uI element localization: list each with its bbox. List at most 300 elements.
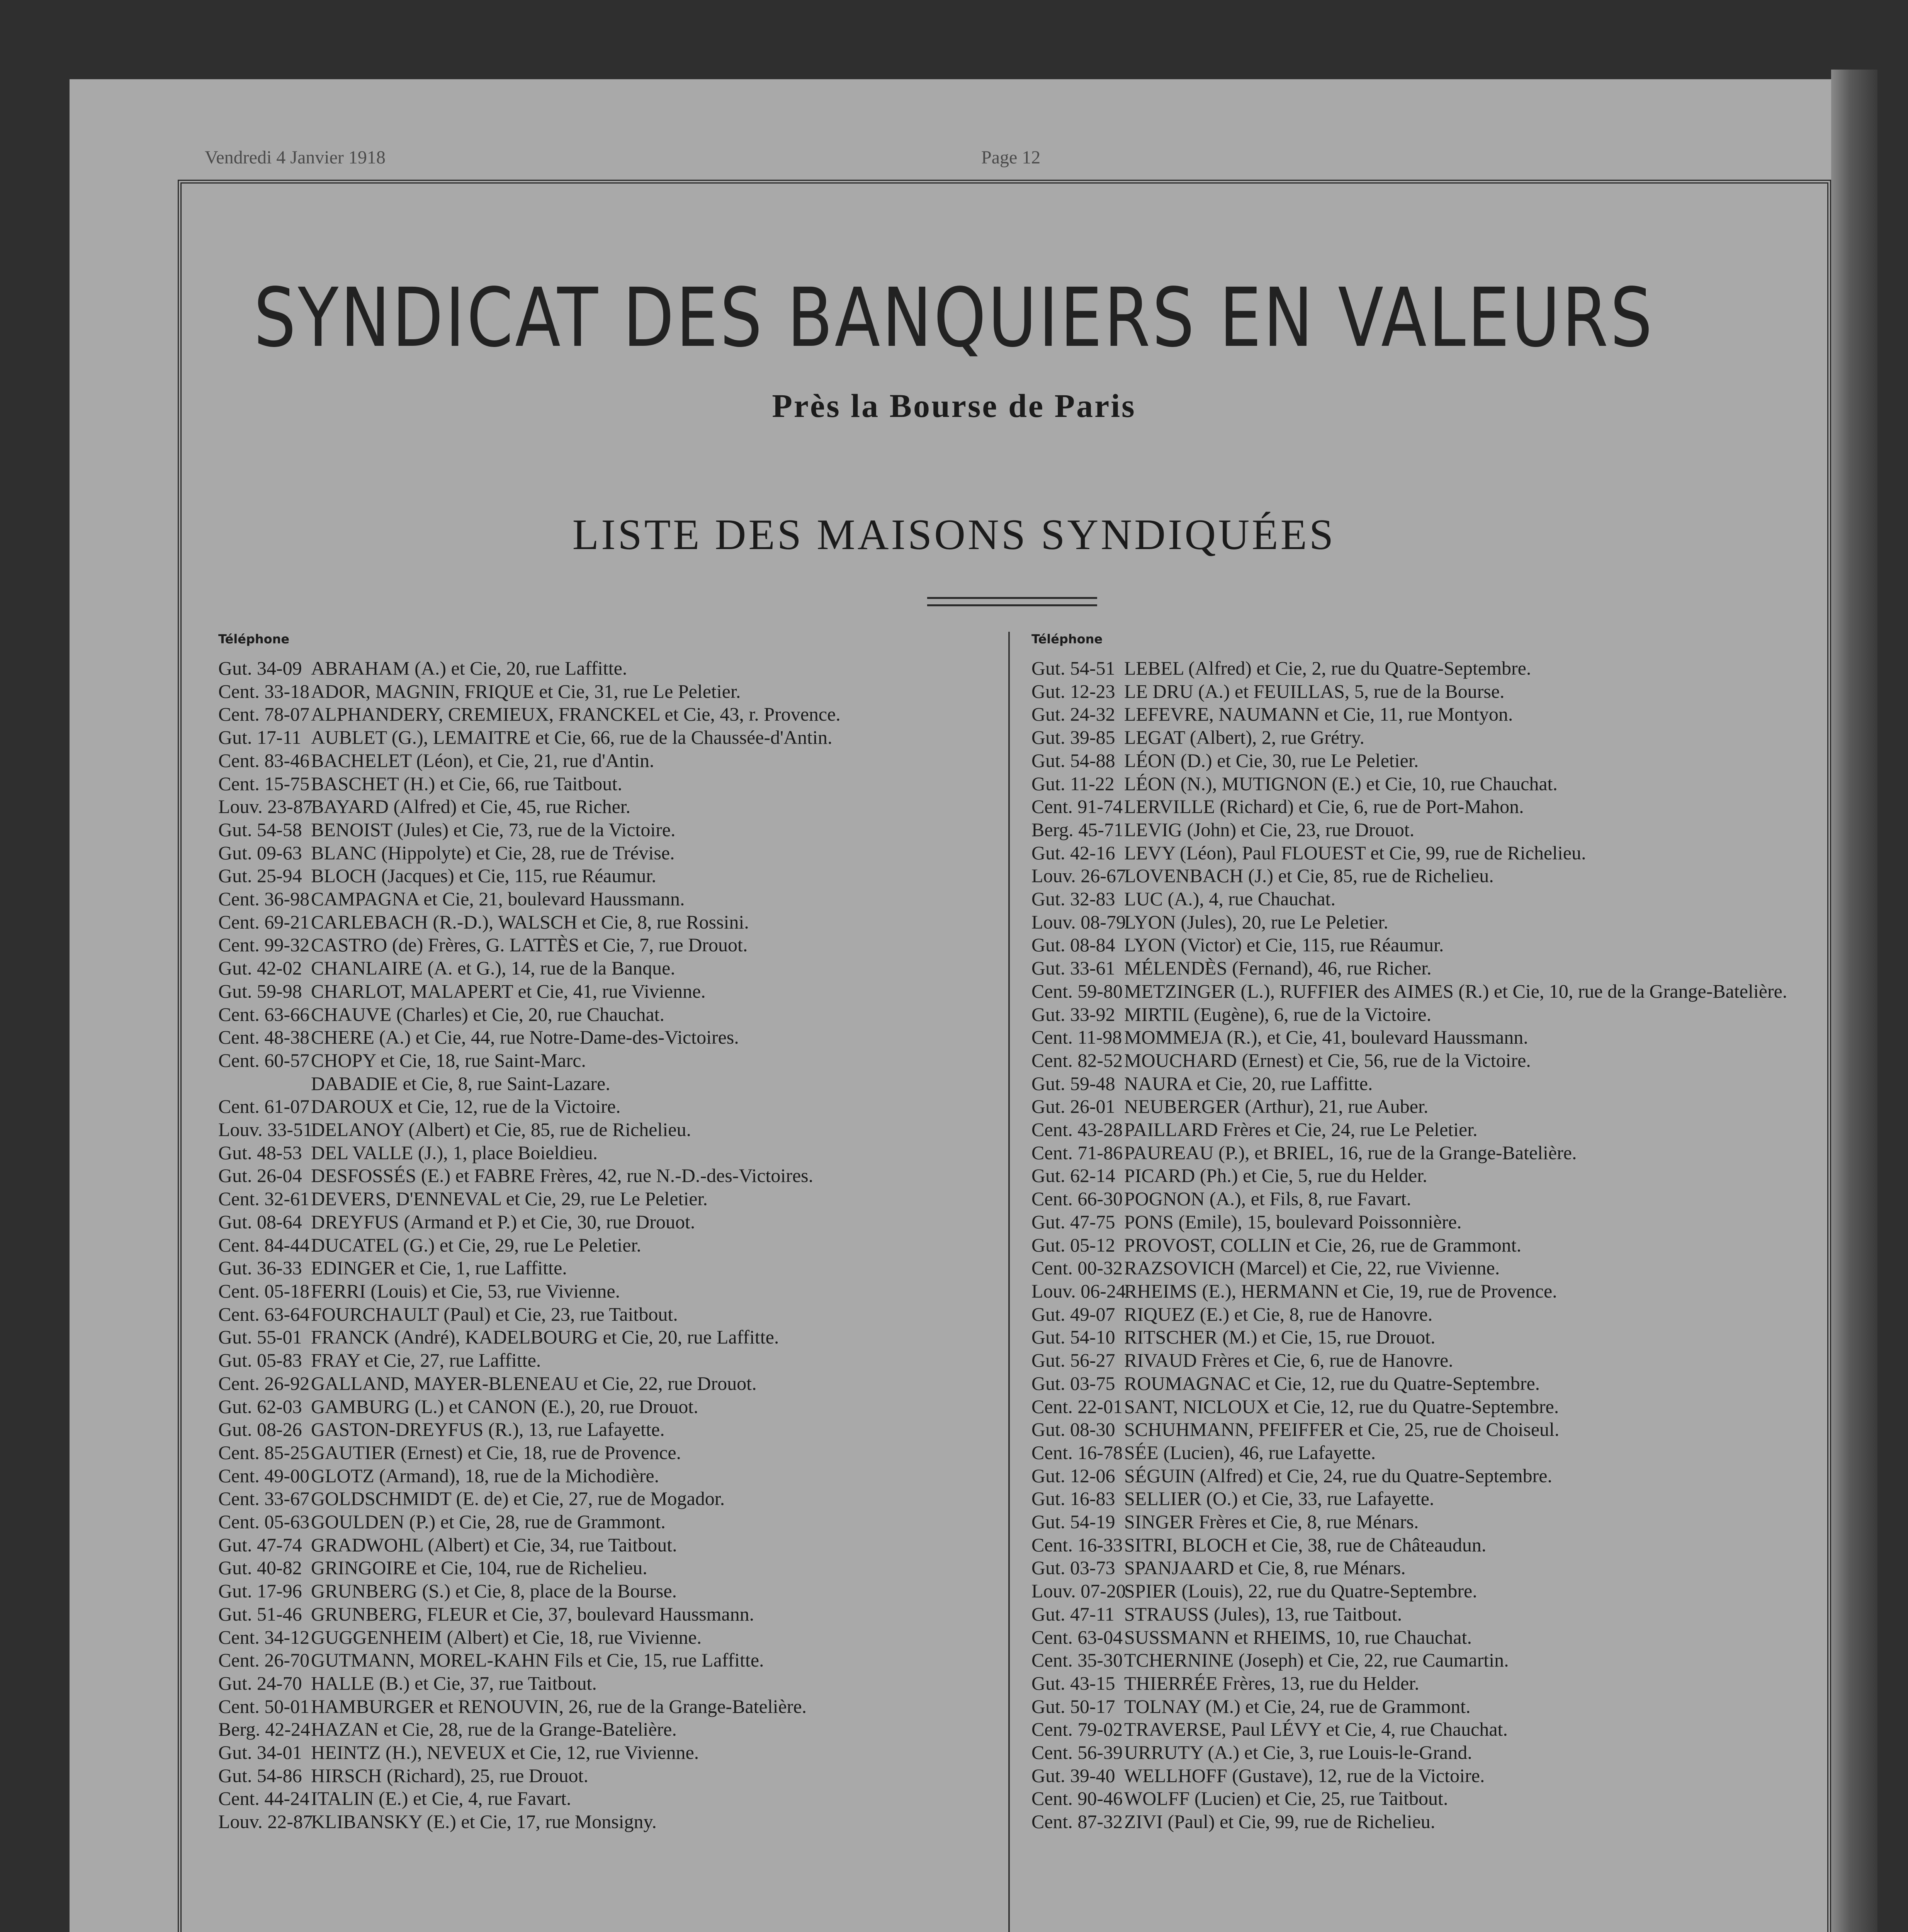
member-entry [1031,1349,1787,1372]
telephone-exchange: Cent. 63-64 [218,1303,310,1325]
telephone-exchange: Louv. 33-51 [218,1119,313,1141]
member-name-address: TRAVERSE, Paul LÉVY et Cie, 4, rue Chauchat. [1124,1718,1508,1740]
member-entry [218,772,841,796]
member-name-address: GLOTZ (Armand), 18, rue de la Michodière. [311,1464,659,1486]
telephone-exchange: Cent. 33-67 [218,1488,310,1510]
telephone-exchange: Gut. 54-51 [1031,657,1115,679]
member-name-address: SANT, NICLOUX et Cie, 12, rue du Quatre-Septembre. [1124,1395,1559,1417]
telephone-exchange: Gut. 39-40 [1031,1764,1115,1786]
member-entry [218,795,841,818]
telephone-exchange: Cent. 99-32 [218,934,310,956]
telephone-exchange: Cent. 05-18 [218,1280,310,1302]
telephone-exchange: Gut. 08-64 [218,1211,302,1233]
telephone-exchange: Gut. 51-46 [218,1603,302,1625]
right-column-list [1031,657,1787,1833]
member-entry [1031,1603,1787,1626]
member-name-address: CHERE (A.) et Cie, 44, rue Notre-Dame-des-Victoires. [311,1026,739,1048]
member-name-address: GRADWOHL (Albert) et Cie, 34, rue Taitbout. [311,1534,677,1556]
telephone-exchange: Louv. 06-24 [1031,1280,1126,1302]
telephone-exchange: Cent. 33-18 [218,680,310,702]
telephone-exchange: Louv. 22-87 [218,1811,313,1833]
member-entry [218,1441,841,1464]
member-name-address: BACHELET (Léon), et Cie, 21, rue d'Antin. [311,749,654,771]
telephone-exchange: Gut. 40-82 [218,1557,302,1579]
telephone-exchange: Cent. 16-78 [1031,1441,1123,1463]
member-entry [1031,657,1787,680]
member-name-address: BAYARD (Alfred) et Cie, 45, rue Richer. [311,796,631,818]
member-entry [218,1003,841,1026]
member-name-address: CHANLAIRE (A. et G.), 14, rue de la Banque. [311,957,675,979]
member-entry [1031,1718,1787,1741]
member-entry [1031,911,1787,934]
telephone-exchange: Gut. 08-30 [1031,1418,1115,1440]
member-name-address: MIRTIL (Eugène), 6, rue de la Victoire. [1124,1003,1432,1025]
member-entry [1031,1003,1787,1026]
member-name-address: ABRAHAM (A.) et Cie, 20, rue Laffitte. [311,657,627,679]
telephone-exchange: Gut. 54-88 [1031,749,1115,771]
telephone-exchange: Cent. 87-32 [1031,1811,1123,1833]
telephone-exchange: Cent. 44-24 [218,1787,310,1810]
member-name-address: LEFEVRE, NAUMANN et Cie, 11, rue Montyon. [1124,703,1513,725]
telephone-exchange: Gut. 36-33 [218,1257,302,1279]
member-entry [1031,1580,1787,1603]
member-name-address: BASCHET (H.) et Cie, 66, rue Taitbout. [311,772,622,794]
member-name-address: CHOPY et Cie, 18, rue Saint-Marc. [311,1049,586,1071]
member-entry [218,1787,841,1810]
page-number: Page 12 [981,147,1041,168]
member-entry [218,911,841,934]
member-name-address: LYON (Jules), 20, rue Le Peletier. [1124,911,1388,933]
member-name-address: RIVAUD Frères et Cie, 6, rue de Hanovre. [1124,1349,1453,1371]
member-entry [218,864,841,888]
member-name-address: PAUREAU (P.), et BRIEL, 16, rue de la Grange-Batelière. [1124,1141,1577,1163]
member-entry [1031,1234,1787,1257]
member-entry [1031,703,1787,726]
telephone-exchange: Cent. 35-30 [1031,1649,1123,1671]
telephone-exchange: Cent. 63-04 [1031,1626,1123,1648]
member-name-address: FRAY et Cie, 27, rue Laffitte. [311,1349,541,1371]
member-name-address: FRANCK (André), KADELBOURG et Cie, 20, rue Laffitte. [311,1326,779,1348]
member-entry [218,1164,841,1187]
member-name-address: SINGER Frères et Cie, 8, rue Ménars. [1124,1511,1419,1533]
member-entry [218,1072,841,1095]
member-entry [218,1280,841,1303]
telephone-exchange: Louv. 26-67 [1031,865,1126,887]
running-date: Vendredi 4 Janvier 1918 [205,147,386,168]
member-name-address: LEGAT (Albert), 2, rue Grétry. [1124,726,1365,748]
member-name-address: FERRI (Louis) et Cie, 53, rue Vivienne. [311,1280,620,1302]
telephone-exchange: Gut. 17-11 [218,726,301,748]
telephone-exchange: Cent. 56-39 [1031,1742,1123,1764]
member-entry [218,1026,841,1049]
member-entry [218,1303,841,1326]
telephone-exchange: Cent. 00-32 [1031,1257,1123,1279]
member-name-address: DESFOSSÉS (E.) et FABRE Frères, 42, rue N.-D.-des-Victoires. [311,1165,814,1187]
member-entry [218,1257,841,1280]
member-name-address: LERVILLE (Richard) et Cie, 6, rue de Port-Mahon. [1124,796,1524,818]
member-name-address: URRUTY (A.) et Cie, 3, rue Louis-le-Grand. [1124,1742,1472,1764]
member-name-address: GAMBURG (L.) et CANON (E.), 20, rue Drouot. [311,1395,698,1417]
member-name-address: SCHUHMANN, PFEIFFER et Cie, 25, rue de Choiseul. [1124,1418,1560,1440]
member-name-address: GUGGENHEIM (Albert) et Cie, 18, rue Vivienne. [311,1626,702,1648]
member-name-address: KLIBANSKY (E.) et Cie, 17, rue Monsigny. [311,1811,657,1833]
member-name-address: ROUMAGNAC et Cie, 12, rue du Quatre-Septembre. [1124,1372,1540,1394]
member-name-address: TOLNAY (M.) et Cie, 24, rue de Grammont. [1124,1695,1471,1717]
telephone-exchange: Gut. 55-01 [218,1326,302,1348]
member-entry [218,1603,841,1626]
member-name-address: LEVY (Léon), Paul FLOUEST et Cie, 99, rue de Richelieu. [1124,842,1586,864]
member-entry [218,1810,841,1833]
member-entry [1031,1649,1787,1672]
member-entry [1031,1764,1787,1787]
telephone-exchange: Louv. 23-87 [218,796,313,818]
member-entry [218,818,841,842]
member-name-address: POGNON (A.), et Fils, 8, rue Favart. [1124,1188,1411,1210]
member-name-address: WOLFF (Lucien) et Cie, 25, rue Taitbout. [1124,1787,1448,1810]
member-name-address: DUCATEL (G.) et Cie, 29, rue Le Peletier. [311,1234,641,1256]
member-entry [1031,1534,1787,1557]
telephone-exchange: Cent. 22-01 [1031,1395,1123,1417]
member-name-address: CHARLOT, MALAPERT et Cie, 41, rue Vivienne. [311,980,706,1002]
member-entry [218,726,841,749]
telephone-exchange: Gut. 42-02 [218,957,302,979]
member-name-address: GRUNBERG (S.) et Cie, 8, place de la Bourse. [311,1580,677,1602]
member-entry [218,1556,841,1580]
telephone-exchange: Gut. 47-74 [218,1534,302,1556]
member-name-address: BLANC (Hippolyte) et Cie, 28, rue de Trévise. [311,842,675,864]
telephone-exchange: Cent. 05-63 [218,1511,310,1533]
adjacent-page-edge [1831,70,1877,1932]
member-entry [218,888,841,911]
telephone-exchange: Cent. 90-46 [1031,1787,1123,1810]
member-entry [218,1395,841,1418]
member-entry [1031,749,1787,772]
telephone-exchange: Gut. 24-70 [218,1672,302,1694]
member-entry [1031,934,1787,957]
telephone-exchange: Louv. 07-20 [1031,1580,1126,1602]
member-entry [1031,980,1787,1003]
telephone-exchange: Cent. 26-92 [218,1372,310,1394]
member-name-address: SITRI, BLOCH et Cie, 38, rue de Châteaudun. [1124,1534,1487,1556]
telephone-exchange: Gut. 34-01 [218,1742,302,1764]
telephone-exchange: Gut. 08-84 [1031,934,1115,956]
member-name-address: DREYFUS (Armand et P.) et Cie, 30, rue Drouot. [311,1211,695,1233]
left-column-list [218,657,841,1833]
member-entry [218,1118,841,1141]
member-name-address: LEBEL (Alfred) et Cie, 2, rue du Quatre-Septembre. [1124,657,1531,679]
telephone-exchange: Gut. 54-10 [1031,1326,1115,1348]
member-entry [218,749,841,772]
member-name-address: ALPHANDERY, CREMIEUX, FRANCKEL et Cie, 43, r. Provence. [311,703,841,725]
member-entry [218,703,841,726]
list-title: LISTE DES MAISONS SYNDIQUÉES [572,511,1336,559]
member-name-address: CARLEBACH (R.-D.), WALSCH et Cie, 8, rue Rossini. [311,911,749,933]
member-name-address: THIERRÉE Frères, 13, rue du Helder. [1124,1672,1419,1694]
telephone-exchange: Gut. 47-11 [1031,1603,1115,1625]
telephone-exchange: Cent. 32-61 [218,1188,310,1210]
member-name-address: RHEIMS (E.), HERMANN et Cie, 19, rue de Provence. [1124,1280,1557,1302]
member-entry [218,1626,841,1649]
member-entry [218,1487,841,1510]
telephone-exchange: Cent. 16-33 [1031,1534,1123,1556]
member-name-address: MOUCHARD (Ernest) et Cie, 56, rue de la Victoire. [1124,1049,1531,1071]
member-entry [1031,1026,1787,1049]
telephone-exchange: Gut. 12-06 [1031,1464,1115,1486]
member-entry [218,1187,841,1211]
telephone-exchange: Gut. 59-48 [1031,1072,1115,1094]
telephone-exchange: Gut. 16-83 [1031,1488,1115,1510]
column-header-left: Téléphone [218,632,290,646]
telephone-exchange: Gut. 54-19 [1031,1511,1115,1533]
title-rule [927,597,1097,606]
telephone-exchange: Gut. 47-75 [1031,1211,1115,1233]
member-entry [1031,680,1787,703]
telephone-exchange: Cent. 43-28 [1031,1119,1123,1141]
member-entry [1031,1395,1787,1418]
telephone-exchange: Gut. 11-22 [1031,772,1115,794]
member-entry [1031,1441,1787,1464]
member-name-address: HALLE (B.) et Cie, 37, rue Taitbout. [311,1672,597,1694]
telephone-exchange: Gut. 25-94 [218,865,302,887]
member-entry [1031,1303,1787,1326]
telephone-exchange: Gut. 03-75 [1031,1372,1115,1394]
telephone-exchange: Cent. 59-80 [1031,980,1123,1002]
telephone-exchange: Cent. 79-02 [1031,1718,1123,1740]
member-name-address: PICARD (Ph.) et Cie, 5, rue du Helder. [1124,1165,1427,1187]
member-entry [1031,1787,1787,1810]
telephone-exchange: Cent. 36-98 [218,888,310,910]
member-name-address: FOURCHAULT (Paul) et Cie, 23, rue Taitbout. [311,1303,678,1325]
member-entry [218,1349,841,1372]
member-entry [218,934,841,957]
telephone-exchange: Gut. 33-92 [1031,1003,1115,1025]
telephone-exchange: Cent. 63-66 [218,1003,310,1025]
telephone-exchange: Gut. 08-26 [218,1418,302,1440]
member-entry [1031,1095,1787,1118]
telephone-exchange: Cent. 82-52 [1031,1049,1123,1071]
telephone-exchange: Cent. 83-46 [218,749,310,771]
member-name-address: HAMBURGER et RENOUVIN, 26, rue de la Grange-Batelière. [311,1695,807,1717]
member-name-address: GASTON-DREYFUS (R.), 13, rue Lafayette. [311,1418,665,1440]
member-name-address: LUC (A.), 4, rue Chauchat. [1124,888,1336,910]
member-name-address: AUBLET (G.), LEMAITRE et Cie, 66, rue de la Chaussée-d'Antin. [311,726,833,748]
member-name-address: HAZAN et Cie, 28, rue de la Grange-Batelière. [311,1718,677,1740]
telephone-exchange: Berg. 42-24 [218,1718,310,1740]
member-name-address: EDINGER et Cie, 1, rue Laffitte. [311,1257,567,1279]
member-name-address: GAUTIER (Ernest) et Cie, 18, rue de Provence. [311,1441,681,1463]
member-entry [1031,1695,1787,1718]
member-name-address: LYON (Victor) et Cie, 115, rue Réaumur. [1124,934,1444,956]
member-name-address: SPANJAARD et Cie, 8, rue Ménars. [1124,1557,1406,1579]
member-entry [1031,1211,1787,1234]
member-name-address: DABADIE et Cie, 8, rue Saint-Lazare. [311,1072,610,1094]
member-name-address: TCHERNINE (Joseph) et Cie, 22, rue Caumartin. [1124,1649,1509,1671]
telephone-exchange: Gut. 42-16 [1031,842,1115,864]
member-name-address: GALLAND, MAYER-BLENEAU et Cie, 22, rue Drouot. [311,1372,757,1394]
telephone-exchange: Gut. 62-03 [218,1395,302,1417]
telephone-exchange: Gut. 05-83 [218,1349,302,1371]
member-entry [1031,1626,1787,1649]
member-entry [218,1418,841,1441]
member-entry [1031,1072,1787,1095]
member-entry [1031,795,1787,818]
subtitle: Près la Bourse de Paris [772,387,1136,424]
member-name-address: LE DRU (A.) et FEUILLAS, 5, rue de la Bourse. [1124,680,1505,702]
telephone-exchange: Gut. 17-96 [218,1580,302,1602]
member-entry [1031,1464,1787,1488]
member-entry [218,1049,841,1072]
member-name-address: MOMMEJA (R.), et Cie, 41, boulevard Haussmann. [1124,1026,1528,1048]
member-entry [218,1764,841,1787]
member-entry [1031,1118,1787,1141]
telephone-exchange: Gut. 43-15 [1031,1672,1115,1694]
member-entry [1031,1372,1787,1395]
member-name-address: RIQUEZ (E.) et Cie, 8, rue de Hanovre. [1124,1303,1433,1325]
telephone-exchange: Cent. 60-57 [218,1049,310,1071]
telephone-exchange: Cent. 84-44 [218,1234,310,1256]
telephone-exchange: Cent. 49-00 [218,1464,310,1486]
member-entry [218,1580,841,1603]
member-entry [218,1718,841,1741]
member-name-address: LEVIG (John) et Cie, 23, rue Drouot. [1124,818,1415,840]
telephone-exchange: Gut. 03-73 [1031,1557,1115,1579]
member-entry [218,657,841,680]
member-entry [218,680,841,703]
telephone-exchange: Gut. 48-53 [218,1141,302,1163]
telephone-exchange: Gut. 12-23 [1031,680,1115,702]
column-divider [1008,632,1010,1932]
member-name-address: SÉE (Lucien), 46, rue Lafayette. [1124,1441,1376,1463]
member-name-address: GRINGOIRE et Cie, 104, rue de Richelieu. [311,1557,647,1579]
telephone-exchange: Gut. 62-14 [1031,1165,1115,1187]
member-name-address: BLOCH (Jacques) et Cie, 115, rue Réaumur. [311,865,656,887]
member-entry [1031,1049,1787,1072]
member-name-address: NAURA et Cie, 20, rue Laffitte. [1124,1072,1373,1094]
member-entry [1031,888,1787,911]
member-entry [1031,842,1787,865]
member-name-address: ADOR, MAGNIN, FRIQUE et Cie, 31, rue Le Peletier. [311,680,741,702]
column-header-right: Téléphone [1031,632,1103,646]
member-entry [218,1326,841,1349]
member-name-address: MÉLENDÈS (Fernand), 46, rue Richer. [1124,957,1432,979]
member-name-address: STRAUSS (Jules), 13, rue Taitbout. [1124,1603,1402,1625]
telephone-exchange: Gut. 33-61 [1031,957,1115,979]
telephone-exchange: Berg. 45-71 [1031,818,1123,840]
member-entry [1031,1556,1787,1580]
member-entry [1031,864,1787,888]
member-entry [218,1534,841,1557]
member-entry [218,1211,841,1234]
telephone-exchange: Gut. 05-12 [1031,1234,1115,1256]
member-name-address: BENOIST (Jules) et Cie, 73, rue de la Victoire. [311,818,676,840]
telephone-exchange: Gut. 54-86 [218,1764,302,1786]
telephone-exchange: Gut. 39-85 [1031,726,1115,748]
member-entry [218,1649,841,1672]
member-name-address: DEL VALLE (J.), 1, place Boieldieu. [311,1141,598,1163]
telephone-exchange: Gut. 59-98 [218,980,302,1002]
telephone-exchange: Gut. 09-63 [218,842,302,864]
telephone-exchange: Cent. 50-01 [218,1695,310,1717]
member-name-address: GRUNBERG, FLEUR et Cie, 37, boulevard Haussmann. [311,1603,754,1625]
member-name-address: RITSCHER (M.) et Cie, 15, rue Drouot. [1124,1326,1436,1348]
member-entry [218,1672,841,1695]
member-entry [1031,818,1787,842]
telephone-exchange: Cent. 26-70 [218,1649,310,1671]
telephone-exchange: Gut. 54-58 [218,818,302,840]
member-name-address: SÉGUIN (Alfred) et Cie, 24, rue du Quatre-Septembre. [1124,1464,1552,1486]
member-name-address: GOLDSCHMIDT (E. de) et Cie, 27, rue de Mogador. [311,1488,725,1510]
telephone-exchange: Cent. 78-07 [218,703,310,725]
telephone-exchange: Gut. 56-27 [1031,1349,1115,1371]
member-name-address: GUTMANN, MOREL-KAHN Fils et Cie, 15, rue Laffitte. [311,1649,764,1671]
member-entry [1031,1741,1787,1764]
member-entry [1031,1164,1787,1187]
member-entry [218,1741,841,1764]
member-entry [218,1095,841,1118]
member-name-address: ZIVI (Paul) et Cie, 99, rue de Richelieu. [1124,1811,1436,1833]
member-entry [218,1695,841,1718]
member-entry [218,1234,841,1257]
member-name-address: CAMPAGNA et Cie, 21, boulevard Haussmann. [311,888,685,910]
telephone-exchange: Gut. 49-07 [1031,1303,1115,1325]
member-name-address: RAZSOVICH (Marcel) et Cie, 22, rue Vivienne. [1124,1257,1500,1279]
telephone-exchange: Gut. 24-32 [1031,703,1115,725]
member-name-address: METZINGER (L.), RUFFIER des AIMES (R.) et Cie, 10, rue de la Grange-Batelière. [1124,980,1787,1002]
member-name-address: PAILLARD Frères et Cie, 24, rue Le Peletier. [1124,1119,1478,1141]
member-entry [1031,1280,1787,1303]
telephone-exchange: Louv. 08-79 [1031,911,1126,933]
member-entry [1031,1810,1787,1833]
member-entry [218,1372,841,1395]
member-entry [1031,1326,1787,1349]
member-name-address: DELANOY (Albert) et Cie, 85, rue de Richelieu. [311,1119,691,1141]
member-name-address: SELLIER (O.) et Cie, 33, rue Lafayette. [1124,1488,1434,1510]
member-name-address: LOVENBACH (J.) et Cie, 85, rue de Richelieu. [1124,865,1494,887]
member-name-address: CASTRO (de) Frères, G. LATTÈS et Cie, 7, rue Drouot. [311,934,748,956]
member-name-address: SPIER (Louis), 22, rue du Quatre-Septembre. [1124,1580,1477,1602]
member-entry [218,1464,841,1488]
member-entry [218,1510,841,1534]
member-name-address: NEUBERGER (Arthur), 21, rue Auber. [1124,1095,1429,1117]
member-entry [218,842,841,865]
member-name-address: GOULDEN (P.) et Cie, 28, rue de Grammont. [311,1511,666,1533]
telephone-exchange: Cent. 48-38 [218,1026,310,1048]
member-entry [1031,1418,1787,1441]
member-name-address: HIRSCH (Richard), 25, rue Drouot. [311,1764,588,1786]
telephone-exchange: Cent. 15-75 [218,772,310,794]
telephone-exchange: Gut. 34-09 [218,657,302,679]
member-name-address: LÉON (N.), MUTIGNON (E.) et Cie, 10, rue Chauchat. [1124,772,1558,794]
member-name-address: CHAUVE (Charles) et Cie, 20, rue Chauchat. [311,1003,665,1025]
telephone-exchange: Gut. 50-17 [1031,1695,1115,1717]
telephone-exchange: Cent. 61-07 [218,1095,310,1117]
telephone-exchange: Cent. 34-12 [218,1626,310,1648]
member-entry [1031,1141,1787,1165]
member-name-address: HEINTZ (H.), NEVEUX et Cie, 12, rue Vivienne. [311,1742,699,1764]
member-entry [1031,1257,1787,1280]
telephone-exchange: Cent. 71-86 [1031,1141,1123,1163]
member-entry [1031,957,1787,980]
member-entry [1031,772,1787,796]
member-entry [1031,1187,1787,1211]
member-name-address: SUSSMANN et RHEIMS, 10, rue Chauchat. [1124,1626,1472,1648]
member-entry [1031,1487,1787,1510]
member-entry [1031,1510,1787,1534]
telephone-exchange: Cent. 66-30 [1031,1188,1123,1210]
member-name-address: DAROUX et Cie, 12, rue de la Victoire. [311,1095,621,1117]
member-entry [1031,1672,1787,1695]
telephone-exchange: Cent. 91-74 [1031,796,1123,818]
